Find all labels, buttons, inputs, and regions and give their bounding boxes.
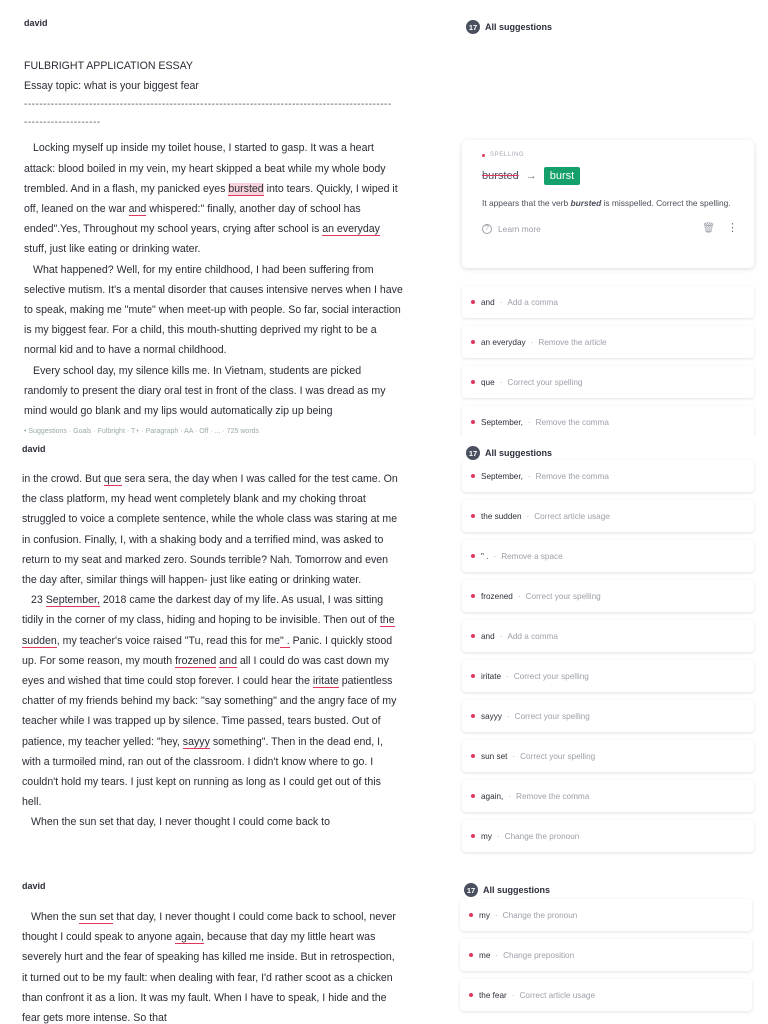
dot-icon xyxy=(469,953,473,957)
editor-panel-1 xyxy=(0,0,768,435)
dot-icon xyxy=(471,300,475,304)
editor-panel-2 xyxy=(0,438,768,858)
flagged-word[interactable]: frozened xyxy=(175,654,217,667)
paragraph: When the sun set that day, I never thought I could come back to xyxy=(31,816,330,829)
dot-icon xyxy=(469,993,473,997)
original-word: bursted xyxy=(482,170,519,182)
dot-icon xyxy=(471,380,475,384)
flagged-word[interactable]: again, xyxy=(175,931,205,944)
suggestion-list xyxy=(460,899,752,1019)
editor-panel-3 xyxy=(0,875,768,1024)
paragraph: When the sun set that day, I never thought I could come back to school, never thought I could speak to anyone again, because that day my little heart was severely hurt and the fear of speaking has killed me inside. But in retrospection, it turned out to be my fault: when dealing with fear, I'd rather scoot as a chicken than confront it as a lion. It was my fault. When I have to speak, I hide and the fear gets more intense. So that xyxy=(22,911,396,1024)
help-icon: ? xyxy=(482,224,492,234)
document-text[interactable] xyxy=(22,469,402,833)
suggestion-card[interactable]: my · Change the pronoun xyxy=(462,820,754,852)
document-text[interactable] xyxy=(24,56,404,421)
flagged-word[interactable]: and xyxy=(128,203,147,216)
flagged-word[interactable]: September, xyxy=(45,594,100,607)
document-text[interactable] xyxy=(22,907,402,1024)
paragraph: Locking myself up inside my toilet house, I started to gasp. It was a heart attack: blood boiled in my vein, my heart skipped a beat while my whole body trembled. And in a flash, my panicked eyes bursted into tears. Quickly, I wiped it off, leaned on the war and whispered:" finally, another day of school has ended".Yes, Throughout my school years, crying after school is an everyday stuff, just like eating or drinking water. xyxy=(24,142,398,256)
dot-icon xyxy=(471,340,475,344)
dot-icon xyxy=(471,674,475,678)
document-owner: david xyxy=(22,881,46,891)
suggestion-card[interactable]: again, · Remove the comma xyxy=(462,780,754,812)
suggestion-card[interactable]: iritate · Correct your spelling xyxy=(462,660,754,692)
essay-topic: Essay topic: what is your biggest fear xyxy=(24,80,199,93)
suggestion-card[interactable]: September, · Remove the comma xyxy=(462,460,754,492)
paragraph: in the crowd. But que sera sera, the day when I was called for the test came. On the class platform, my head went completely blank and my choking throat struggled to voice a complete sentence, while the whole class was staring at me in confusion. Finally, I, with a shaking body and a terrified mind, was asked to return to my seat and marked zero. Sounds terrible? Nah. Tomorrow and even the day after, similar things will happen- just like eating or drinking water. xyxy=(22,473,398,587)
paragraph: What happened? Well, for my entire childhood, I had been suffering from selective mutism. It's a mental disorder that causes intensive nerves when I have to speak, making me "mute" when meet-up with people. So far, social interaction is my biggest fear. For a child, this mouth-shutting deprived my right to be a normal kid and to have a normal childhood. xyxy=(24,263,403,357)
suggestion-card[interactable]: the fear · Correct article usage xyxy=(460,979,752,1011)
arrow-right-icon: → xyxy=(525,170,537,182)
dot-icon xyxy=(471,474,475,478)
dot-icon xyxy=(471,754,475,758)
expanded-suggestion-card[interactable] xyxy=(462,140,754,268)
flagged-word[interactable]: que xyxy=(103,473,122,485)
document-owner: david xyxy=(22,444,46,454)
flagged-word[interactable]: bursted xyxy=(228,182,264,195)
status-bar: • Suggestions · Goals · Fulbright · T+ · Paragraph · AA · Off · ... · 725 words xyxy=(24,428,260,435)
suggestions-header xyxy=(464,883,550,897)
dot-icon xyxy=(471,834,475,838)
suggestion-card[interactable]: and · Add a comma xyxy=(462,620,754,652)
suggestions-label: All suggestions xyxy=(485,448,553,458)
dot-icon xyxy=(471,594,475,598)
dot-icon xyxy=(471,420,475,424)
suggestion-card[interactable]: que · Correct your spelling xyxy=(462,366,754,398)
trash-icon[interactable]: 🗑 xyxy=(702,223,715,234)
suggestion-card[interactable]: an everyday · Remove the article xyxy=(462,326,754,358)
suggestion-card[interactable]: " . · Remove a space xyxy=(462,540,754,572)
suggestions-count-badge: 17 xyxy=(466,446,480,460)
suggestion-category: SPELLING xyxy=(482,152,738,158)
flagged-word[interactable]: " . xyxy=(280,634,290,647)
dot-icon xyxy=(471,714,475,718)
suggestions-header xyxy=(466,20,552,34)
suggestions-count-badge: 17 xyxy=(464,883,478,897)
dot-icon xyxy=(471,794,475,798)
suggestion-card[interactable]: the sudden · Correct article usage xyxy=(462,500,754,532)
suggestion-explanation: It appears that the verb bursted is misspelled. Correct the spelling. xyxy=(482,198,731,208)
suggestion-card[interactable]: and · Add a comma xyxy=(462,286,754,318)
suggestion-list xyxy=(462,460,754,858)
suggestions-label: All suggestions xyxy=(485,22,553,32)
more-options-icon[interactable]: ⋮ xyxy=(727,222,738,234)
learn-more-link[interactable]: Learn more xyxy=(498,223,541,234)
suggestions-label: All suggestions xyxy=(483,885,551,895)
suggestion-card[interactable]: sayyy · Correct your spelling xyxy=(462,700,754,732)
suggestion-card[interactable]: my · Change the pronoun xyxy=(460,899,752,931)
divider-long: ------------------------------------------------------------------------------------------------ xyxy=(24,99,392,111)
flagged-word[interactable]: and xyxy=(219,654,237,667)
suggestion-card[interactable]: frozened · Correct your spelling xyxy=(462,580,754,612)
dot-icon xyxy=(471,634,475,638)
dot-icon xyxy=(482,154,485,157)
flagged-word[interactable]: sayyy xyxy=(182,735,210,748)
divider-short: -------------------- xyxy=(24,117,101,129)
document-owner: david xyxy=(24,18,48,28)
suggestion-card[interactable]: me · Change preposition xyxy=(460,939,752,971)
accept-suggestion-button[interactable]: burst xyxy=(544,167,580,185)
paragraph: Every school day, my silence kills me. In Vietnam, students are picked randomly to present the diary oral test in front of the class. I was dread as my mind would go blank and my lips would automatically zip up being xyxy=(24,364,386,418)
flagged-word[interactable]: iritate xyxy=(312,675,339,688)
dot-icon xyxy=(469,913,473,917)
suggestion-card[interactable]: sun set · Correct your spelling xyxy=(462,740,754,772)
dot-icon xyxy=(471,554,475,558)
flagged-word[interactable]: the sudden xyxy=(22,614,395,647)
paragraph: 23 September, 2018 came the darkest day of my life. As usual, I was sitting tidily in the corner of my class, hiding and hoping to be invisible. Then out of the sudden, my teacher's voice raised "Tu, read this for me" . Panic. I quickly stood up. For some reason, my mouth frozened and all I could do was cast down my eyes and wished that time could stop forever. I could hear the iritate patientless chatter of my friends behind my back: "say something" and the angry face of my teacher while I was trapped up by silence. Time passed, tears busted. Out of patience, my teacher yelled: "hey, sayyy something". Then in the dead end, I, with a turmoiled mind, ran out of the classroom. I didn't know where to go. I couldn't hold my tears. I just kept on running as long as I could get out of this hell. xyxy=(22,594,397,809)
flagged-word[interactable]: sun set xyxy=(79,911,114,923)
suggestion-list xyxy=(462,286,754,435)
suggestion-card[interactable]: September, · Remove the comma xyxy=(462,406,754,435)
flagged-word[interactable]: an everyday xyxy=(322,223,380,236)
suggestions-header xyxy=(466,446,552,460)
essay-title: FULBRIGHT APPLICATION ESSAY xyxy=(24,60,193,72)
suggestions-count-badge: 17 xyxy=(466,20,480,34)
dot-icon xyxy=(471,514,475,518)
